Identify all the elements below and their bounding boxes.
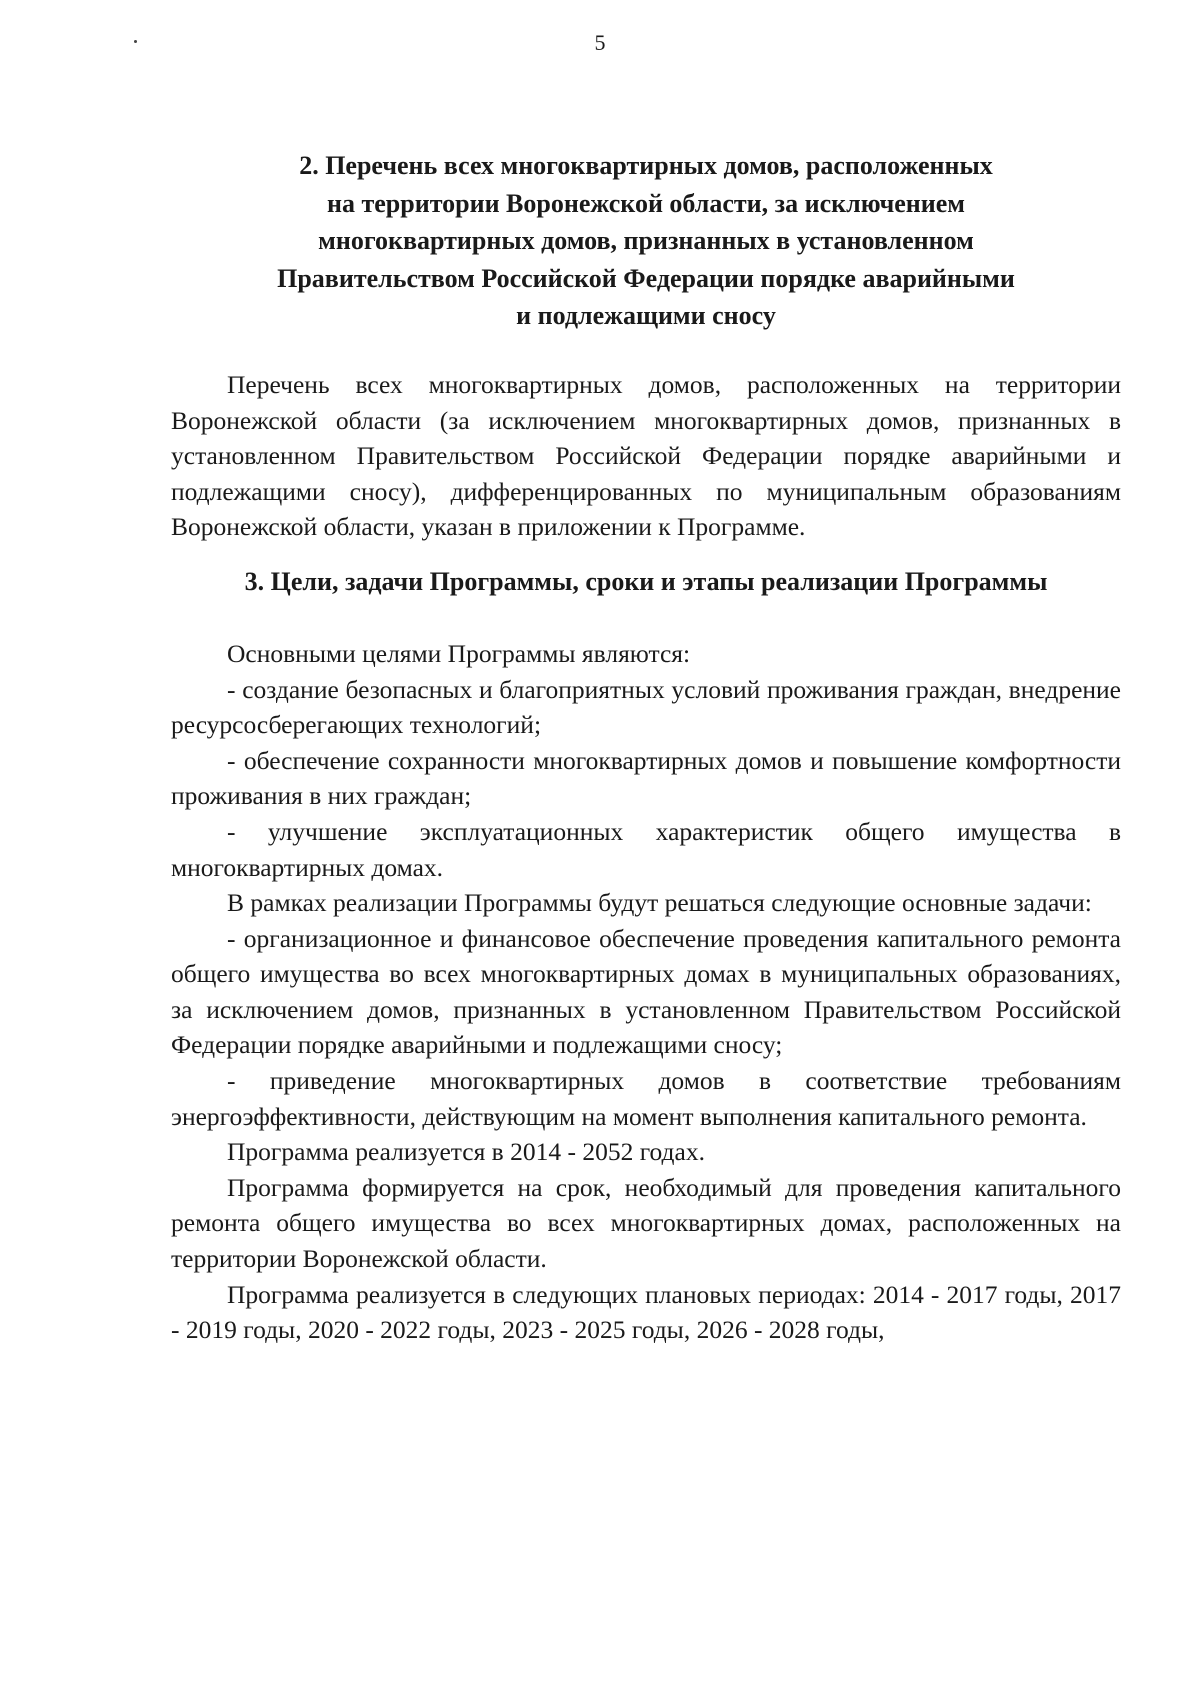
section-2-heading (171, 147, 1121, 335)
section-2-heading-line: многоквартирных домов, признанных в установленном (318, 226, 974, 256)
program-periods: Программа реализуется в следующих плановых периодах: 2014 - 2017 годы, 2017 - 2019 годы, 2020 - 2022 годы, 2023 - 2025 годы, 2026 - 2028 годы, (171, 1279, 1121, 1345)
goal-item: - создание безопасных и благоприятных условий проживания граждан, внедрение ресурсосберегающих технологий; (171, 674, 1121, 740)
goals-intro: Основными целями Программы являются: (227, 638, 691, 668)
goal-item: - улучшение эксплуатационных характеристик общего имущества в многоквартирных домах. (171, 816, 1121, 882)
program-years: Программа реализуется в 2014 - 2052 годах. (227, 1137, 705, 1167)
page-content (171, 147, 1121, 1348)
section-2-heading-line: 2. Перечень всех многоквартирных домов, расположенных (299, 151, 993, 180)
goal-item: - обеспечение сохранности многоквартирных домов и повышение комфортности проживания в них граждан; (171, 745, 1121, 811)
task-item: - приведение многоквартирных домов в соответствие требованиям энергоэффективности, действующим на момент выполнения капитального ремонта. (171, 1066, 1121, 1131)
section-2-heading-line: и подлежащими сносу (516, 301, 776, 331)
section-2-paragraph: Перечень всех многоквартирных домов, расположенных на территории Воронежской области (за исключением многоквартирных домов, признанных в установленном Правительством Российской Федерации порядке аварийными и подлежащими сносу), дифференцированных по муниципальным образованиям Воронежской области, указан в приложении к Программе. (171, 369, 1121, 542)
section-2-heading-line: на территории Воронежской области, за исключением (327, 188, 965, 218)
program-term: Программа формируется на срок, необходимый для проведения капитального ремонта общего имущества во всех многоквартирных домах, расположенных на территории Воронежской области. (171, 1172, 1121, 1274)
page-number: 5 (594, 30, 606, 55)
task-item: - организационное и финансовое обеспечение проведения капитального ремонта общего имущества во всех многоквартирных домах в муниципальных образованиях, за исключением домов, признанных в установленном Правительством Российской Федерации порядке аварийными и подлежащими сносу; (171, 923, 1121, 1060)
section-2-heading-line: Правительством Российской Федерации порядке аварийными (277, 263, 1015, 293)
section-3-heading: 3. Цели, задачи Программы, сроки и этапы реализации Программы (244, 566, 1048, 596)
tasks-intro: В рамках реализации Программы будут решаться следующие основные задачи: (227, 888, 1092, 918)
